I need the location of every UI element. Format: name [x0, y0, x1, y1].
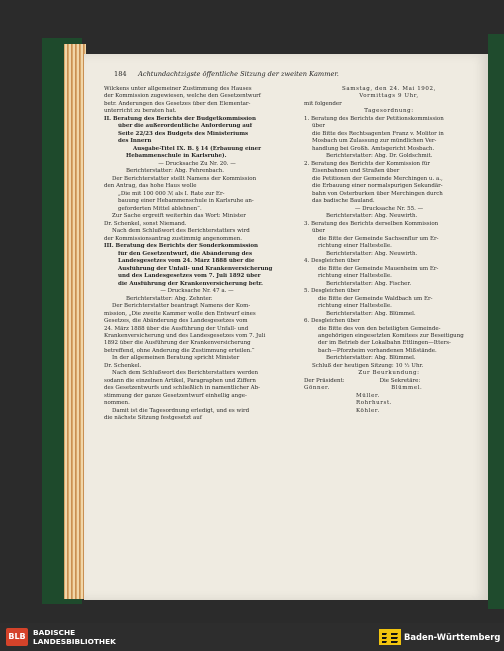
bw-label: Baden-Württemberg: [404, 632, 501, 642]
text-line: die Bitte der Gemeinde Sachsenflur um Er-: [318, 235, 439, 242]
text-line: über: [312, 123, 325, 130]
text-line: die Bitte der Gemeinde Waldbach um Er-: [318, 295, 433, 302]
book-cover-right: [488, 34, 504, 609]
text-line: mission, „Die zweite Kammer wolle den Entwurf eines: [104, 310, 256, 317]
text-line: Müller.: [356, 392, 380, 399]
text-line: 1. Beratung des Berichts der Petitionskommission: [304, 115, 444, 122]
text-line: „Die mit 100 000 ℳ als I. Rate zur Er-: [118, 190, 225, 197]
text-line: — Drucksache Nr. 47 a. —: [160, 288, 234, 295]
text-line: Köhler.: [356, 407, 380, 414]
text-line: geforderten Mittel ablehnen“.: [118, 205, 202, 212]
left-column: [104, 86, 290, 423]
text-line: Nach dem Schlußwort des Berichterstatters wird: [112, 228, 250, 235]
text-line: bauung einer Hebammenschule in Karlsruhe an-: [118, 198, 254, 205]
text-line: Berichterstatter: Abg. Blümmel.: [326, 355, 416, 362]
text-line: Berichterstatter: Abg. Fischer.: [326, 280, 412, 287]
text-line: 4. Desgleichen über: [304, 258, 360, 265]
text-line: 1892 über die Ausführung der Krankenversicherung: [104, 340, 251, 347]
text-line: 2. Beratung des Berichts der Kommission für: [304, 160, 431, 167]
text-line: — Drucksache Zu Nr. 20. —: [158, 160, 236, 167]
blb-name: [33, 629, 116, 646]
text-line: Gesetzes, die Abänderung des Landesgesetzes vom: [104, 318, 248, 325]
text-line: handlung bei Großh. Amtsgericht Mosbach.: [312, 145, 435, 152]
text-line: Zur Beurkundung:: [358, 370, 420, 377]
text-line: 6. Desgleichen über: [304, 318, 360, 325]
text-line: richtung einer Haltestelle.: [318, 243, 392, 250]
blb-name-line-2: LANDESBIBLIOTHEK: [33, 636, 116, 646]
text-line: Der Berichterstatter beantragt Namens der Kom-: [112, 303, 251, 310]
bw-coat-of-arms-icon: [379, 629, 401, 645]
text-line: Eisenbahnen und Straßen über: [312, 168, 400, 175]
text-line: Ausführung der Unfall- und Krankenversicherung: [118, 265, 273, 272]
text-line: Wilckens unter allgemeiner Zustimmung des Hauses: [104, 86, 252, 92]
text-line: Berichterstatter: Abg. Zehnter.: [126, 295, 213, 302]
text-line: Dr. Schenkel, sonst Niemand.: [104, 220, 187, 227]
text-line: betreffend, ohne Änderung die Zustimmung erteilen.“: [104, 347, 255, 354]
text-line: Dr. Schenkel.: [104, 362, 142, 369]
text-line: die Bitte des Rechtsagenten Franz v. Molitor in: [312, 130, 444, 137]
text-line: 3. Beratung des Berichts derselben Kommission: [304, 220, 439, 227]
footer-bar: [0, 623, 504, 651]
text-line: des Innern: [118, 138, 152, 145]
text-line: Landesgesetzes vom 24. März 1888 über die: [118, 258, 255, 265]
text-line: Zur Sache ergreift weiterhin das Wort: Minister: [112, 213, 246, 220]
text-line: der Kommission zugewiesen, welche den Gesetzentwurf: [104, 93, 261, 100]
text-line: Berichterstatter: Abg. Neuwirth.: [326, 250, 418, 257]
text-line: die Ausführung der Krankenversicherung betr.: [118, 280, 263, 287]
running-title: Achtundachtzigste öffentliche Sitzung der zweiten Kammer.: [138, 70, 339, 78]
text-line: richtung einer Haltestelle.: [318, 273, 392, 280]
text-line: mit folgender: [304, 100, 342, 107]
text-line: 5. Desgleichen über: [304, 288, 360, 295]
text-line: III. Beratung des Berichts der Sonderkommission: [104, 243, 259, 250]
text-line: Mosbach um Zulassung zur mündlichen Ver-: [312, 138, 437, 145]
text-line: die Petitionen der Gemeinde Merchingen u. a.,: [312, 175, 443, 182]
blb-name-line-1: BADISCHE: [33, 628, 76, 637]
text-line: der Kommissionsantrag zustimmig angenommen.: [104, 235, 243, 242]
text-line: über: [312, 228, 325, 235]
text-line: Nach dem Schlußwort des Berichterstatters werden: [112, 370, 259, 377]
text-line: Berichterstatter: Abg. Blümmel.: [326, 310, 416, 317]
text-line: betr. Änderungen des Gesetzes über den Elementar-: [104, 100, 251, 107]
text-line: Ausgabe-Titel IX. B. § 14 (Erbauung einer: [132, 145, 262, 152]
text-line: Rohrhurst.: [356, 400, 393, 407]
text-line: das badische Bauland.: [312, 198, 375, 205]
text-line: Schluß der heutigen Sitzung: 10 ½ Uhr.: [312, 362, 424, 369]
text-line: Hebammenschule in Karlsruhe).: [126, 153, 227, 160]
text-line: die Erbauung einer normalspurigen Sekundär-: [312, 183, 443, 190]
text-line: für den Gesetzentwurf, die Abänderung des: [118, 250, 253, 257]
text-line: bahn von Osterburken über Merchingen durch: [312, 190, 443, 197]
text-line: sodann die einzelnen Artikel, Paragraphen und Ziffern: [104, 377, 256, 384]
text-line: Gönner. Blümmel.: [304, 385, 423, 392]
text-line: Damit ist die Tagesordnung erledigt, und es wird: [112, 407, 250, 414]
text-line: Der Berichterstatter stellt Namens der Kommission: [112, 175, 257, 182]
text-line: Der Präsident: Die Sekretäre:: [304, 377, 421, 384]
text-line: die Bitte des von den beteiligten Gemeinde-: [318, 325, 441, 332]
text-line: Berichterstatter: Abg. Neuwirth.: [326, 213, 418, 220]
text-line: richtung einer Haltestelle.: [318, 303, 392, 310]
text-line: nommen.: [104, 400, 130, 407]
text-line: stimmung der ganze Gesetzentwurf einhellig ange-: [104, 392, 247, 399]
text-line: unterricht zu beraten hat.: [104, 108, 177, 115]
text-line: Berichterstatter: Abg. Dr. Goldschmit.: [326, 153, 433, 160]
book-page: [84, 54, 488, 600]
text-line: angehörigen eingesetzten Komitees zur Beseitigung: [318, 332, 464, 339]
text-line: — Drucksache Nr. 55. —: [354, 205, 424, 212]
text-line: des Gesetzentwurfs und schließlich in namentlicher Ab-: [104, 385, 261, 392]
right-column: [304, 86, 474, 415]
text-line: Samstag, den 24. Mai 1902,: [342, 86, 436, 92]
text-line: Seite 22/23 des Budgets des Ministeriums: [118, 130, 249, 137]
blb-logo-icon: BLB: [6, 628, 28, 646]
text-line: 24. März 1888 über die Ausführung der Unfall- und: [104, 325, 249, 332]
text-line: die Bitte der Gemeinde Mauenheim um Er-: [318, 265, 439, 272]
text-line: und des Landesgesetzes vom 7. Juli 1892 über: [118, 273, 261, 280]
page-edges: [64, 44, 86, 599]
text-line: II. Beratung des Berichts der Budgetkommission: [104, 115, 256, 122]
page-number: 184: [114, 70, 127, 78]
text-line: über die außerordentliche Anforderung auf: [118, 123, 253, 130]
text-line: Vormittags 9 Uhr,: [359, 93, 419, 100]
text-line: Krankenversicherung und des Landesgesetzes vom 7. Juli: [104, 332, 266, 339]
page-header: [114, 70, 339, 78]
text-line: die nächste Sitzung festgesetzt auf: [104, 415, 202, 422]
text-line: In der allgemeinen Beratung spricht Minister: [112, 355, 240, 362]
text-line: der im Betrieb der Lokalbahn Ettlingen—Itters-: [318, 340, 451, 347]
text-line: Berichterstatter: Abg. Fehrenbach.: [126, 168, 225, 175]
text-line: Tagesordnung:: [364, 108, 414, 115]
text-line: bach—Pforzheim vorhandenen Mißstände.: [318, 347, 437, 354]
text-line: den Antrag, das hohe Haus wolle: [104, 183, 197, 190]
